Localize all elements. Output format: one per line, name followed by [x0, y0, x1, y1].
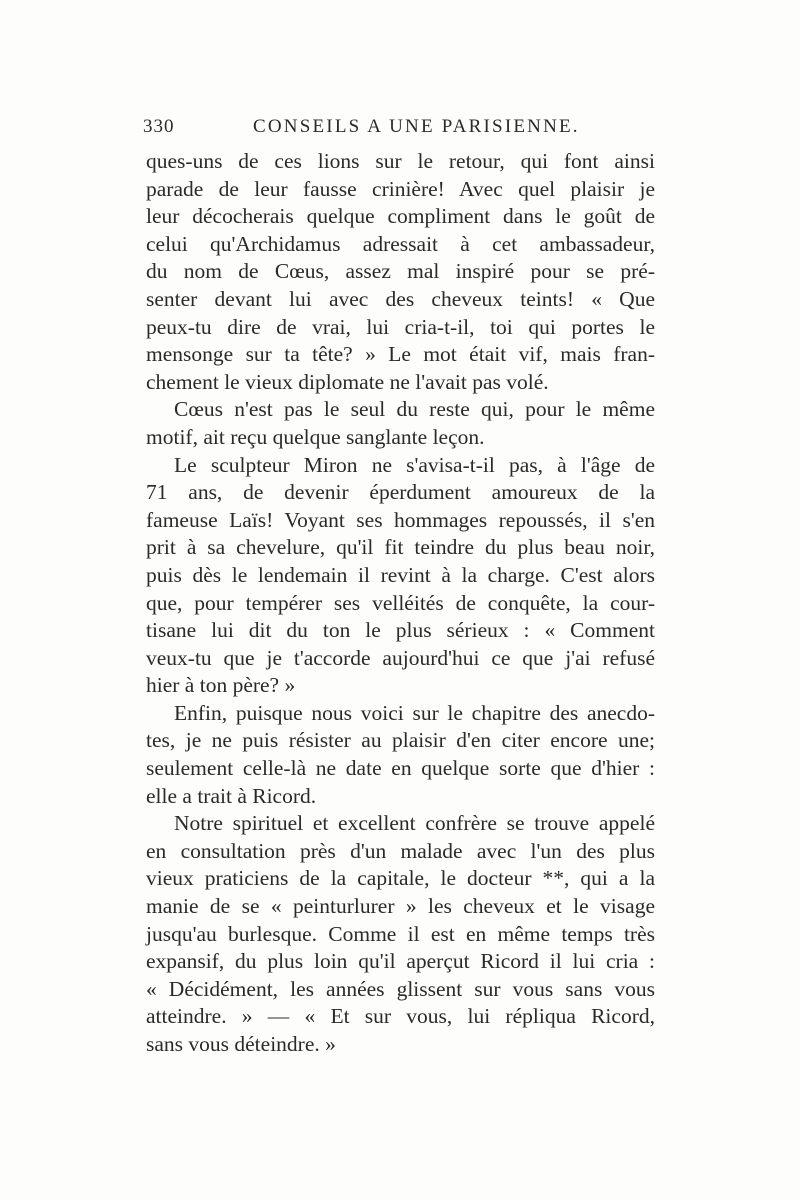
text-line: motif, ait reçu quelque sanglante leçon. [146, 424, 485, 449]
text-line: expansif, du plus loin qu'il aperçut Ricord il lui cria : [146, 949, 655, 974]
text-line: Cœus n'est pas le seul du reste qui, pour le même [174, 397, 655, 422]
running-title: CONSEILS A UNE PARISIENNE. [253, 116, 580, 137]
text-line: senter devant lui avec des cheveux teints! « Que [146, 286, 655, 311]
text-line: tes, je ne puis résister au plaisir d'en citer encore une; [146, 728, 655, 753]
text-line: « Décidément, les années glissent sur vous sans vous [146, 976, 655, 1001]
text-line: Le sculpteur Miron ne s'avisa-t-il pas, à l'âge de [174, 452, 655, 477]
text-line: prit à sa chevelure, qu'il fit teindre du plus beau noir, [146, 535, 655, 560]
text-line: hier à ton père? » [146, 673, 296, 698]
text-line: tisane lui dit du ton le plus sérieux : « Comment [146, 618, 655, 643]
text-line: parade de leur fausse crinière! Avec quel plaisir je [146, 176, 655, 201]
text-line: Notre spirituel et excellent confrère se trouve appelé [174, 811, 655, 836]
text-line: celui qu'Archidamus adressait à cet ambassadeur, [146, 231, 655, 256]
text-line: puis dès le lendemain il revint à la charge. C'est alors [146, 562, 655, 587]
text-line: seulement celle-là ne date en quelque sorte que d'hier : [146, 756, 655, 781]
text-line: fameuse Laïs! Voyant ses hommages repoussés, il s'en [146, 507, 655, 532]
text-line: vieux praticiens de la capitale, le docteur **, qui a la [146, 866, 655, 891]
text-line: jusqu'au burlesque. Comme il est en même temps très [146, 921, 655, 946]
text-line: sans vous déteindre. » [146, 1032, 336, 1056]
text-line: mensonge sur ta tête? » Le mot était vif, mais fran- [146, 342, 655, 367]
text-line: elle a trait à Ricord. [146, 783, 317, 808]
text-line: veux-tu que je t'accorde aujourd'hui ce que j'ai refusé [146, 645, 655, 670]
text-line: peux-tu dire de vrai, lui cria-t-il, toi qui portes le [146, 314, 655, 339]
page-number: 330 [143, 116, 175, 137]
body-text [146, 148, 655, 1059]
text-line: 71 ans, de devenir éperdument amoureux de la [146, 480, 655, 505]
text-line: atteindre. » — « Et sur vous, lui répliqua Ricord, [146, 1004, 655, 1029]
text-line: ques-uns de ces lions sur le retour, qui font ainsi [146, 149, 655, 173]
text-line: du nom de Cœus, assez mal inspiré pour se pré- [146, 259, 655, 284]
text-line: leur décocherais quelque compliment dans le goût de [146, 204, 655, 229]
text-line: que, pour tempérer ses velléités de conquête, la cour- [146, 590, 655, 615]
page-header [143, 116, 663, 144]
text-line: en consultation près d'un malade avec l'un des plus [146, 838, 655, 863]
text-line: manie de se « peinturlurer » les cheveux et le visage [146, 894, 655, 919]
text-line: chement le vieux diplomate ne l'avait pas volé. [146, 369, 549, 394]
text-line: Enfin, puisque nous voici sur le chapitre des anecdo- [174, 700, 655, 725]
